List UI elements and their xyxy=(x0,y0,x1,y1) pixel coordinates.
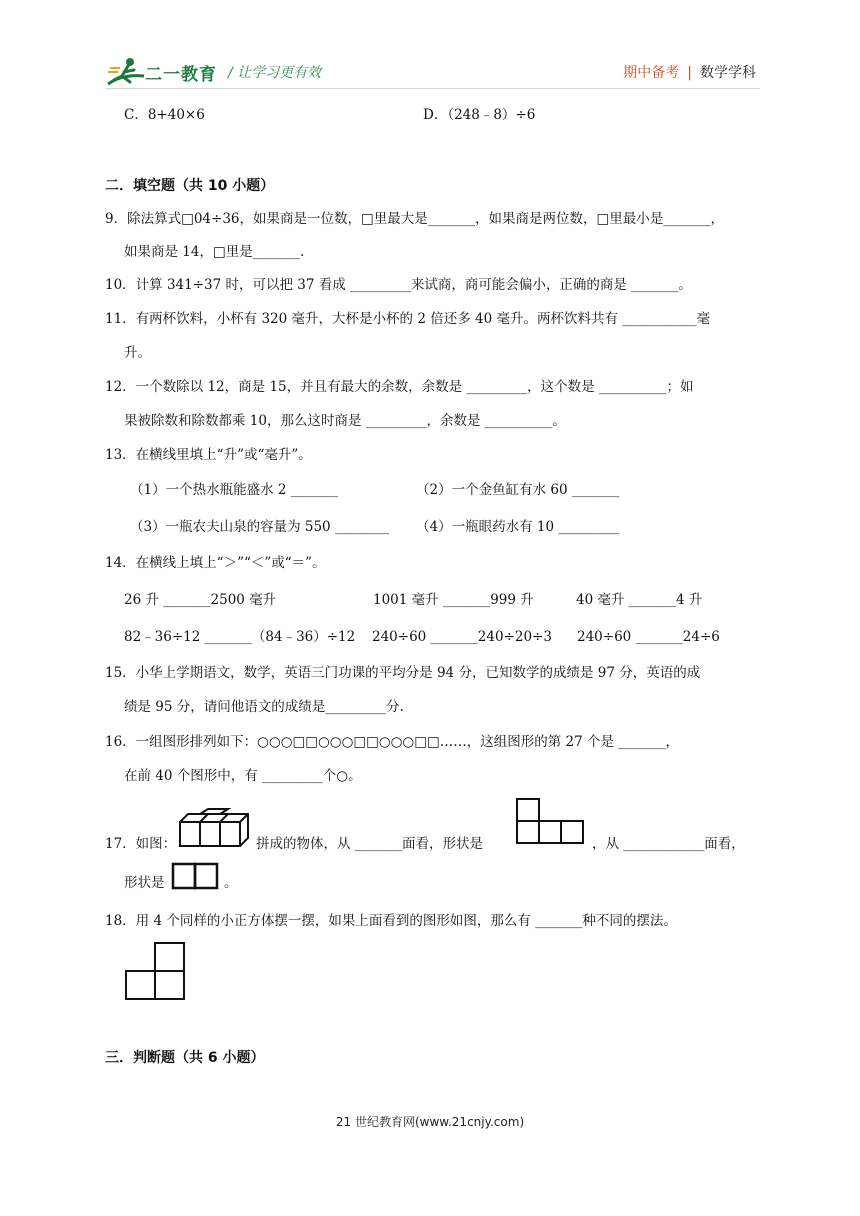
question-11-line2: 升。 xyxy=(124,345,151,361)
header-right xyxy=(623,62,756,82)
question-14-item5: 240÷60 _______240÷20÷3 xyxy=(372,629,552,645)
question-12-line1: 12．一个数除以 12，商是 15，并且有最大的余数，余数是 _________，这个数是 __________；如 xyxy=(105,379,694,395)
question-14-item2: 1001 毫升 _______999 升 xyxy=(373,592,534,608)
question-13-part3: （3）一瓶农夫山泉的容量为 550 ________ xyxy=(130,519,389,535)
front-view-figure xyxy=(516,798,586,846)
question-14-item4: 82﹣36÷12 _______（84﹣36）÷12 xyxy=(124,629,356,645)
section-fill-title: 二．填空题（共 10 小题） xyxy=(105,178,275,194)
exam-tag: 期中备考 xyxy=(623,65,680,81)
subject-label: 数学学科 xyxy=(700,65,756,81)
top-view-figure xyxy=(124,941,186,1001)
page-footer: 21 世纪教育网(www.21cnjy.com) xyxy=(335,1115,525,1129)
header-divider xyxy=(105,88,760,89)
question-10: 10．计算 341÷37 时，可以把 37 看成 _________来试商，商可能会偏小，正确的商是 _______。 xyxy=(105,277,692,293)
question-17-line2-suffix: 。 xyxy=(224,875,238,891)
question-14-item6: 240÷60 _______24÷6 xyxy=(577,629,720,645)
question-17-line2-prefix: 形状是 xyxy=(124,875,165,891)
header-separator: | xyxy=(687,65,692,81)
question-14-item1: 26 升 _______2500 毫升 xyxy=(124,592,277,608)
question-12-line2: 果被除数和除数都乘 10，那么这时商是 _________，余数是 __________。 xyxy=(124,413,566,429)
option-d: D．（248﹣8）÷6 xyxy=(423,107,536,123)
question-15-line2: 绩是 95 分，请问他语文的成绩是_________分. xyxy=(124,699,404,715)
brand-name: 二一教育 xyxy=(145,65,217,85)
side-view-figure xyxy=(171,862,221,890)
question-16-line2: 在前 40 个图形中，有 _________个○。 xyxy=(124,768,362,784)
question-11-line1: 11．有两杯饮料，小杯有 320 毫升，大杯是小杯的 2 倍还多 40 毫升。两杯饮料共有 ___________毫 xyxy=(105,311,711,327)
question-14-item3: 40 毫升 _______4 升 xyxy=(576,592,703,608)
cube-assembly-figure xyxy=(178,808,250,848)
question-17-middle: 拼成的物体，从 _______面看，形状是 xyxy=(256,836,484,852)
question-15-line1: 15．小华上学期语文，数学，英语三门功课的平均分是 94 分，已知数学的成绩是 97 分，英语的成 xyxy=(105,665,701,681)
question-9-line2: 如果商是 14，□里是_______. xyxy=(124,244,305,260)
logo-runner-icon xyxy=(104,54,148,88)
option-c: C．8+40×6 xyxy=(124,107,205,123)
question-13-part2: （2）一个金鱼缸有水 60 _______ xyxy=(416,482,620,498)
question-17-suffix: ，从 ____________面看， xyxy=(592,836,745,852)
question-13: 13．在横线里填上“升”或“毫升”。 xyxy=(105,447,312,463)
question-13-part4: （4）一瓶眼药水有 10 _________ xyxy=(416,519,620,535)
section-judge-title: 三．判断题（共 6 小题） xyxy=(105,1050,265,1066)
question-17-prefix: 17．如图： xyxy=(105,836,177,852)
question-13-part1: （1）一个热水瓶能盛水 2 _______ xyxy=(130,482,339,498)
question-18: 18．用 4 个同样的小正方体摆一摆，如果上面看到的图形如图，那么有 _______种不同的摆法。 xyxy=(105,913,677,929)
slogan: / 让学习更有效 xyxy=(228,65,322,81)
question-16-line1: 16．一组图形排列如下：○○○□□○○○□□○○○□□……，这组图形的第 27 个是 _______， xyxy=(105,734,680,750)
question-9-line1: 9．除法算式□04÷36，如果商是一位数，□里最大是_______，如果商是两位数，□里最小是_______， xyxy=(105,211,725,227)
question-14: 14．在横线上填上“＞”“＜”或“＝”。 xyxy=(105,555,326,571)
